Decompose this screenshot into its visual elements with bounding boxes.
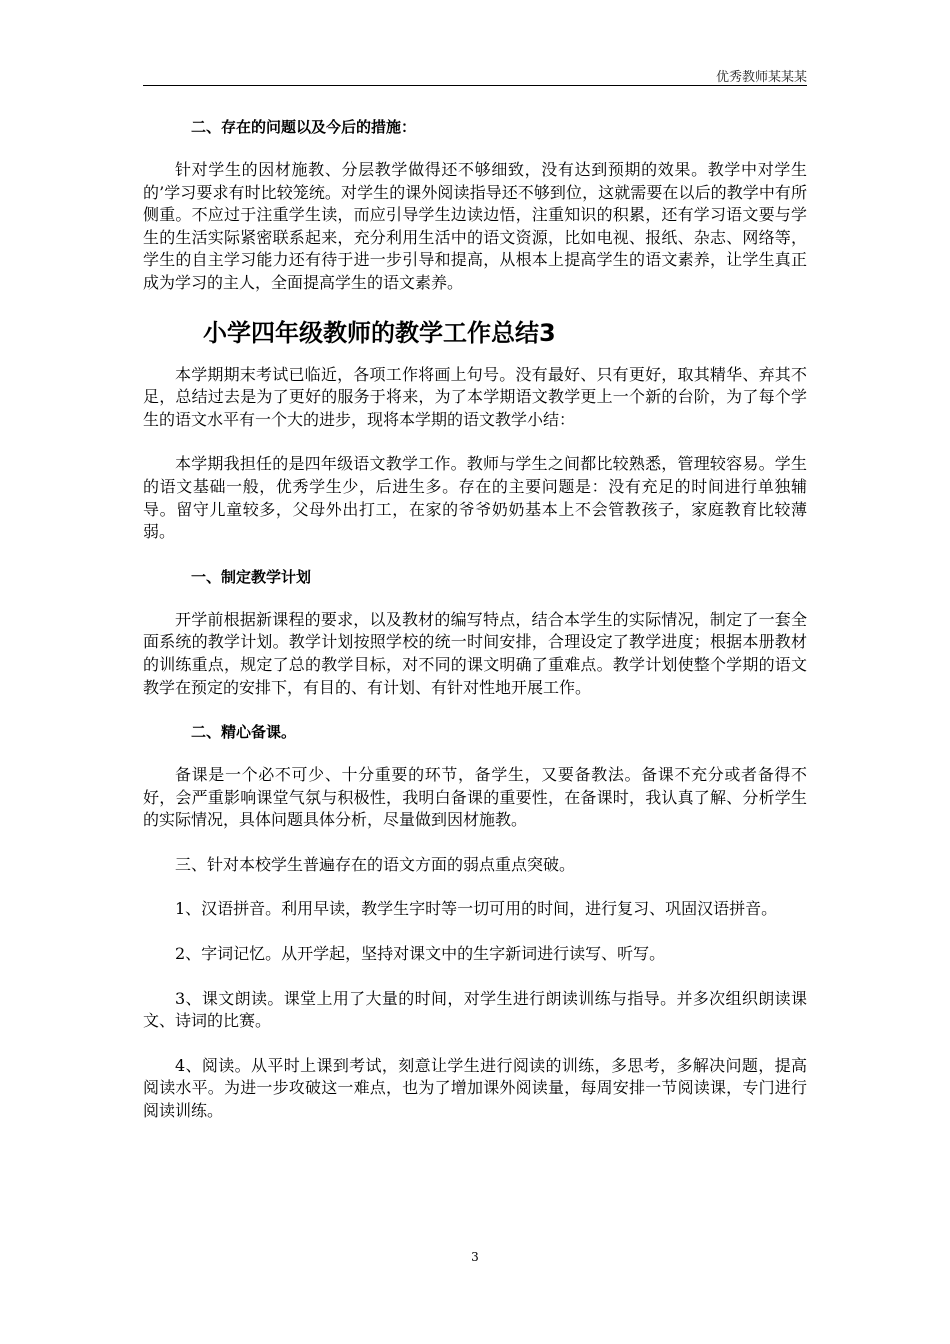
list-item-pinyin: 1、汉语拼音。利用早读，教学生字时等一切可用的时间，进行复习、巩固汉语拼音。 — [175, 899, 778, 919]
section-heading-plan: 一、制定教学计划 — [191, 567, 312, 586]
section-heading-problems: 二、存在的问题以及今后的措施： — [191, 118, 417, 136]
list-item-vocabulary: 2、字词记忆。从开学起，坚持对课文中的生字新词进行读写、听写。 — [175, 944, 666, 964]
paragraph-section3: 三、针对本校学生普遍存在的语文方面的弱点重点突破。 — [175, 854, 576, 874]
page-header-text: 优秀教师某某某 — [715, 70, 807, 85]
paragraph-intro: 本学期期末考试已临近，各项工作将画上句号。没有最好、只有更好，取其精华、弃其不足，总结过去是为了更好的服务于将来，为了本学期语文教学更上一个新的台阶，为了每个学生的语文水平有一个大的进步，现将本学期的语文教学小结： — [143, 364, 807, 429]
paragraph-prep: 备课是一个必不可少、十分重要的环节，备学生，又要备教法。备课不充分或者备得不好，会严重影响课堂气氛与积极性，我明白备课的重要性，在备课时，我认真了解、分析学生的实际情况，具体问题具体分析，尽量做到因材施教。 — [143, 765, 807, 830]
paragraph-plan: 开学前根据新课程的要求，以及教材的编写特点，结合本学生的实际情况，制定了一套全面系统的教学计划。教学计划按照学校的统一时间安排，合理设定了教学进度；根据本册教材的训练重点，规定了总的教学目标，对不同的课文明确了重难点。教学计划使整个学期的语文教学在预定的安排下，有目的、有计划、有针对性地开展工作。 — [143, 609, 807, 697]
header-divider — [143, 85, 807, 86]
section-heading-prep: 二、精心备课。 — [191, 723, 297, 742]
paragraph-problems: 针对学生的因材施教、分层教学做得还不够细致，没有达到预期的效果。教学中对学生的’学习要求有时比较笼统。对学生的课外阅读指导还不够到位，这就需要在以后的教学中有所侧重。不应过于注重学生读，而应引导学生边读边悟，注重知识的积累，还有学习语文要与学生的生活实际紧密联系起来，充分利用生活中的语文资源，比如电视、报纸、杂志、网络等，学生的自主学习能力还有待于进一步引导和提高，从根本上提高学生的语文素养，让学生真正成为学习的主人，全面提高学生的语文素养。 — [143, 160, 807, 292]
paragraph-background: 本学期我担任的是四年级语文教学工作。教师与学生之间都比较熟悉，管理较容易。学生的语文基础一般，优秀学生少，后进生多。存在的主要问题是：没有充足的时间进行单独辅导。留守儿童较多，父母外出打工，在家的爷爷奶奶基本上不会管教孩子，家庭教育比较薄弱。 — [143, 454, 807, 542]
document-body — [143, 116, 807, 1145]
list-item-reading-aloud: 3、课文朗读。课堂上用了大量的时间，对学生进行朗读训练与指导。并多次组织朗读课文、诗词的比赛。 — [143, 988, 807, 1031]
article-title: 小学四年级教师的教学工作总结3 — [203, 318, 556, 347]
page-number: 3 — [471, 1250, 479, 1264]
list-item-reading: 4、阅读。从平时上课到考试，刻意让学生进行阅读的训练，多思考，多解决问题，提高阅读水平。为进一步攻破这一难点，也为了增加课外阅读量，每周安排一节阅读课，专门进行阅读训练。 — [143, 1055, 807, 1121]
